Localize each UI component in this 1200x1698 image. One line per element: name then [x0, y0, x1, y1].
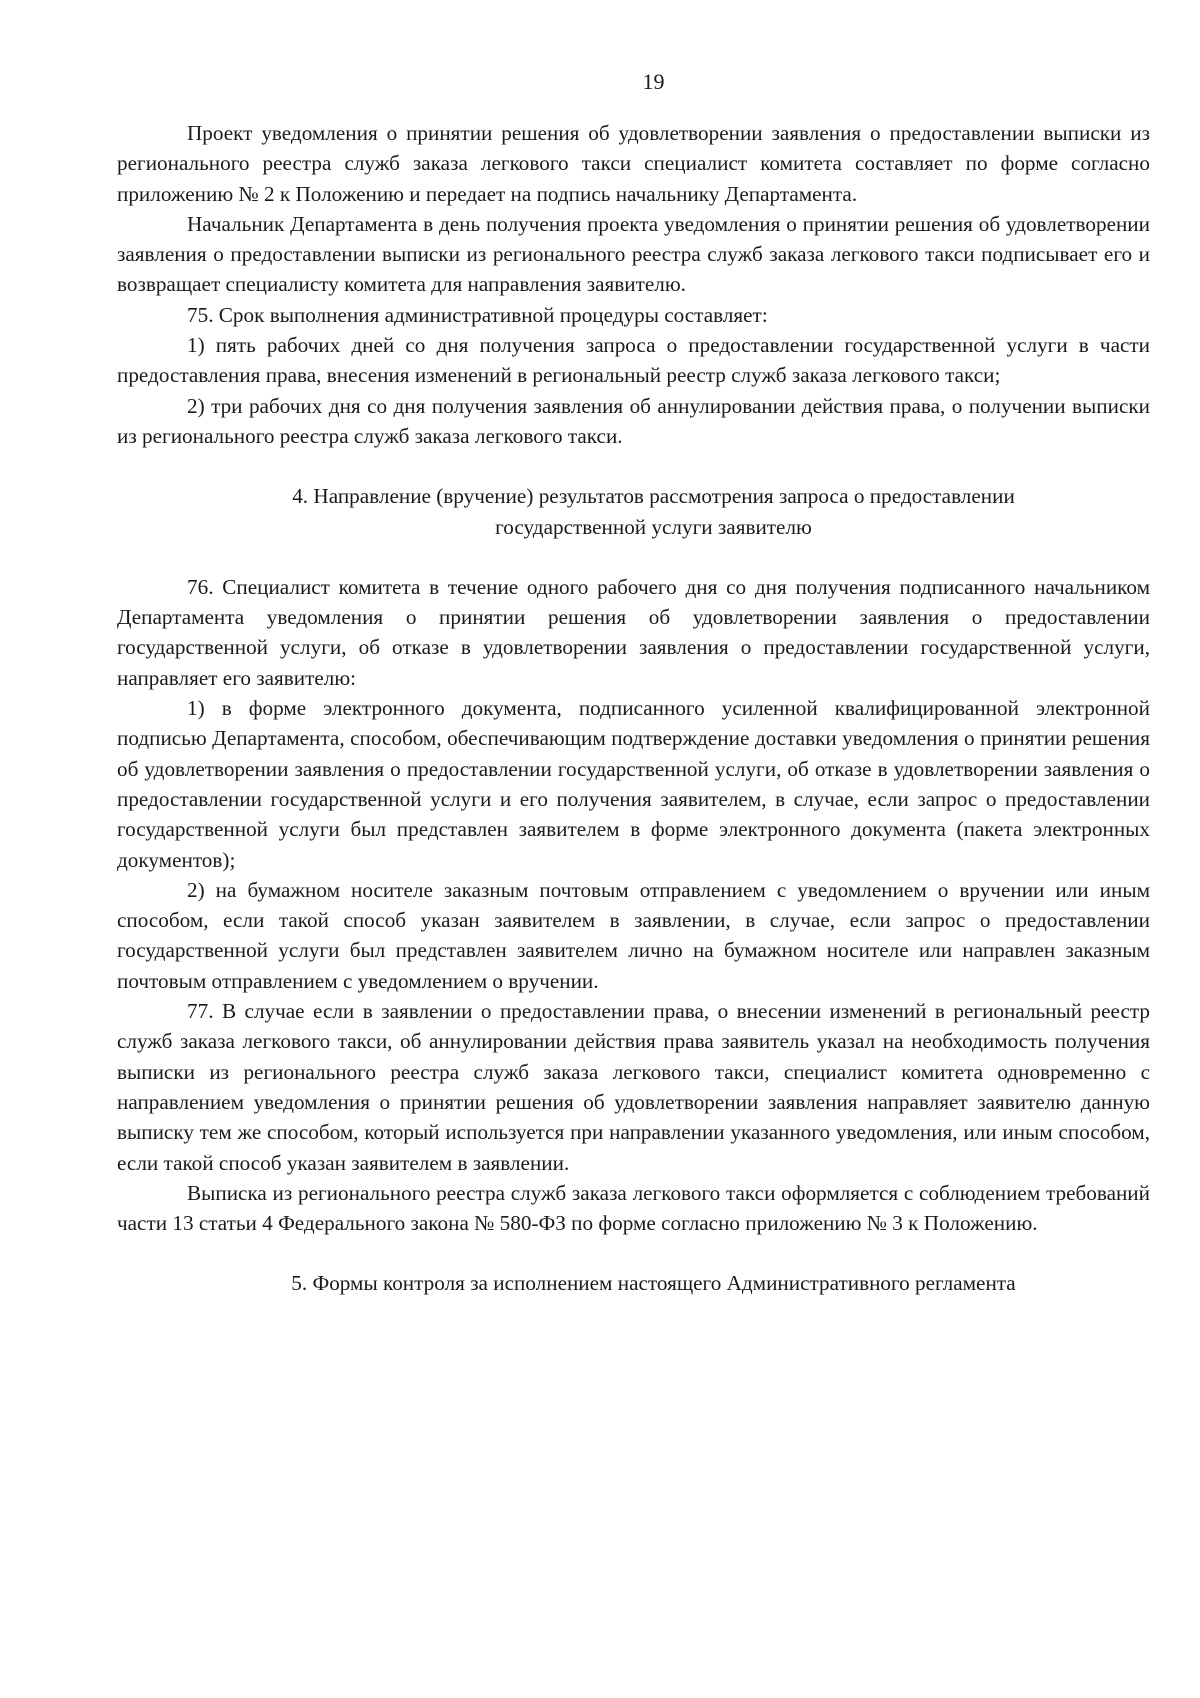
paragraph-notice-draft: Проект уведомления о принятии решения об удовлетворении заявления о предоставлении выписки из регионального реестра служб заказа легкового такси специалист комитета составляет по форме согласно приложению № 2 к Положению и передает на подпись начальнику Департамента. [117, 121, 1150, 206]
text-block-delivery [117, 572, 1150, 1239]
section-5-heading: 5. Формы контроля за исполнением настоящего Административного регламента [291, 1271, 1016, 1296]
paragraph-76: 76. Специалист комитета в течение одного рабочего дня со дня получения подписанного начальником Департамента уведомления о принятии решения об удовлетворении заявления о предоставлении государственной услуги, об отказе в удовлетворении заявления о предоставлении государственной услуги, направляет его заявителю: [117, 574, 1150, 690]
paragraph-75-item-2: 2) три рабочих дня со дня получения заявления об аннулировании действия права, о получении выписки из регионального реестра служб заказа легкового такси. [117, 393, 1150, 448]
paragraph-head-signs: Начальник Департамента в день получения проекта уведомления о принятии решения об удовлетворении заявления о предоставлении выписки из регионального реестра служб заказа легкового такси подписывает его и возвращает специалисту комитета для направления заявителю. [117, 211, 1150, 297]
paragraph-75: 75. Срок выполнения административной процедуры составляет: [187, 302, 768, 327]
text-block-procedure [117, 118, 1150, 451]
section-4-heading-line-1: 4. Направление (вручение) результатов рассмотрения запроса о предоставлении [292, 484, 1015, 509]
paragraph-76-item-1: 1) в форме электронного документа, подписанного усиленной квалифицированной электронной подписью Департамента, способом, обеспечивающим подтверждение доставки уведомления о принятии решения об удовлетворении заявления о предоставлении государственной услуги, об отказе в удовлетворении заявления о предоставлении государственной услуги и его получения заявителем, в случае, если запрос о предоставлении государственной услуги был представлен заявителем в форме электронного документа (пакета электронных документов); [117, 696, 1150, 872]
section-4-heading-line-2: государственной услуги заявителю [495, 514, 812, 539]
paragraph-76-item-2: 2) на бумажном носителе заказным почтовым отправлением с уведомлением о вручении или иным способом, если такой способ указан заявителем в заявлении, в случае, если запрос о предоставлении государственной услуги был представлен заявителем лично на бумажном носителе или направлен заказным почтовым отправлением с уведомлением о вручении. [117, 877, 1150, 993]
page-number: 19 [642, 69, 665, 94]
paragraph-75-item-1: 1) пять рабочих дней со дня получения запроса о предоставлении государственной услуги в части предоставления права, внесения изменений в региональный реестр служб заказа легкового такси; [117, 333, 1150, 388]
section-4-heading [117, 481, 1150, 542]
paragraph-extract-format: Выписка из регионального реестра служб заказа легкового такси оформляется с соблюдением требований части 13 статьи 4 Федерального закона № 580-ФЗ по форме согласно приложению № 3 к Положению. [117, 1180, 1150, 1236]
paragraph-77: 77. В случае если в заявлении о предоставлении права, о внесении изменений в региональный реестр служб заказа легкового такси, об аннулировании действия права заявитель указал на необходимость получения выписки из регионального реестра служб заказа легкового такси, специалист комитета одновременно с направлением уведомления о принятии решения об удовлетворении заявления направляет заявителю данную выписку тем же способом, который используется при направлении указанного уведомления, или иным способом, если такой способ указан заявителем в заявлении. [117, 999, 1150, 1175]
